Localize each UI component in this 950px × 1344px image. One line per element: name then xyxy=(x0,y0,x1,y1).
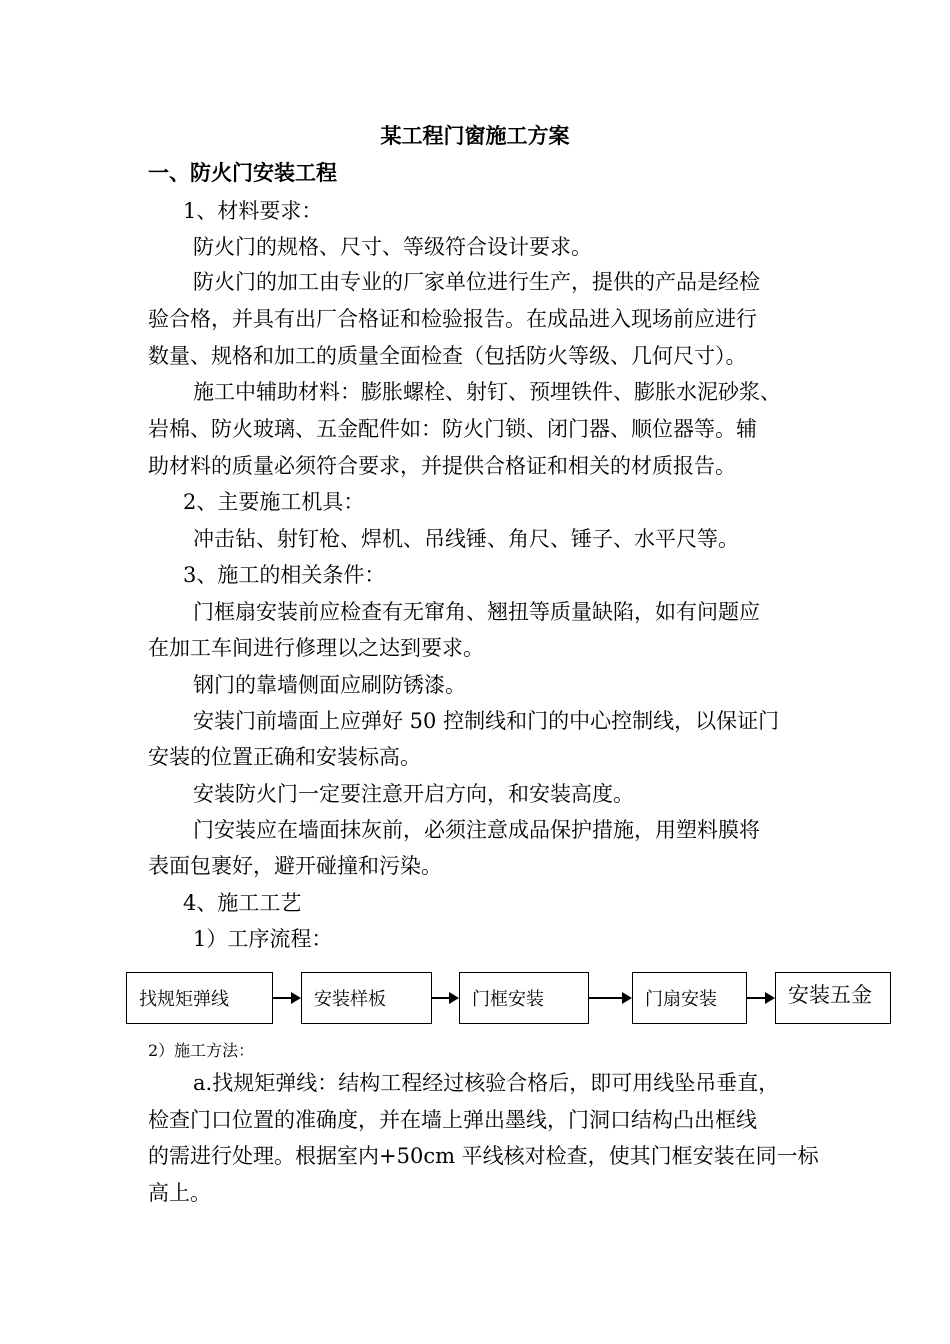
paragraph-line: 数量、规格和加工的质量全面检查（包括防火等级、几何尺寸）。 xyxy=(148,344,747,368)
flow-arrow-icon xyxy=(432,997,457,999)
paragraph-line: 2、主要施工机具： xyxy=(183,490,365,514)
flow-step-label: 门框安装 xyxy=(472,989,544,1010)
paragraph-line: 1）工序流程： xyxy=(193,927,333,951)
paragraph-line: a.找规矩弹线：结构工程经过核验合格后，即可用线坠吊垂直， xyxy=(193,1071,780,1095)
paragraph-line: 验合格，并具有出厂合格证和检验报告。在成品进入现场前应进行 xyxy=(148,307,757,331)
paragraph-line: 门框扇安装前应检查有无窜角、翘扭等质量缺陷，如有问题应 xyxy=(193,600,760,624)
flow-arrow-icon xyxy=(589,997,630,999)
paragraph-line: 助材料的质量必须符合要求，并提供合格证和相关的材质报告。 xyxy=(148,454,736,478)
flow-step-label: 找规矩弹线 xyxy=(139,989,229,1010)
paragraph-line: 3、施工的相关条件： xyxy=(183,563,386,587)
flow-arrow-icon xyxy=(747,997,773,999)
paragraph-line: 的需进行处理。根据室内+50cm 平线核对检查，使其门框安装在同一标 xyxy=(148,1144,819,1168)
flow-step-4 xyxy=(632,972,747,1024)
page-title: 某工程门窗施工方案 xyxy=(380,123,570,148)
paragraph-line: 安装门前墙面上应弹好 50 控制线和门的中心控制线，以保证门 xyxy=(193,709,780,733)
flow-arrow-icon xyxy=(273,997,299,999)
flow-step-1 xyxy=(126,972,273,1024)
paragraph-line: 防火门的规格、尺寸、等级符合设计要求。 xyxy=(193,235,592,259)
flow-step-label: 安装样板 xyxy=(314,989,386,1010)
paragraph-line: 表面包裹好，避开碰撞和污染。 xyxy=(148,854,442,878)
flow-step-2 xyxy=(301,972,432,1024)
paragraph-line: 4、施工工艺 xyxy=(183,891,302,915)
section-heading: 一、防火门安装工程 xyxy=(148,160,337,185)
flow-step-5 xyxy=(775,972,891,1024)
paragraph-line: 1、材料要求： xyxy=(183,199,323,223)
paragraph-line: 施工中辅助材料：膨胀螺栓、射钉、预埋铁件、膨胀水泥砂浆、 xyxy=(193,380,781,404)
paragraph-line: 冲击钻、射钉枪、焊机、吊线锤、角尺、锤子、水平尺等。 xyxy=(193,527,739,551)
paragraph-line: 岩棉、防火玻璃、五金配件如：防火门锁、闭门器、顺位器等。辅 xyxy=(148,417,757,441)
flow-step-label: 安装五金 xyxy=(788,983,872,1007)
paragraph-line: 钢门的靠墙侧面应刷防锈漆。 xyxy=(193,673,466,697)
paragraph-line: 防火门的加工由专业的厂家单位进行生产，提供的产品是经检 xyxy=(193,270,760,294)
flow-step-label: 门扇安装 xyxy=(645,989,717,1010)
paragraph-line: 安装的位置正确和安装标高。 xyxy=(148,745,421,769)
flow-step-3 xyxy=(459,972,589,1024)
paragraph-line: 在加工车间进行修理以之达到要求。 xyxy=(148,636,484,660)
method-label: 2）施工方法： xyxy=(148,1041,255,1060)
paragraph-line: 检查门口位置的准确度，并在墙上弹出墨线，门洞口结构凸出框线 xyxy=(148,1108,757,1132)
paragraph-line: 安装防火门一定要注意开启方向，和安装高度。 xyxy=(193,782,634,806)
paragraph-line: 门安装应在墙面抹灰前，必须注意成品保护措施，用塑料膜将 xyxy=(193,818,760,842)
paragraph-line: 高上。 xyxy=(148,1181,211,1205)
